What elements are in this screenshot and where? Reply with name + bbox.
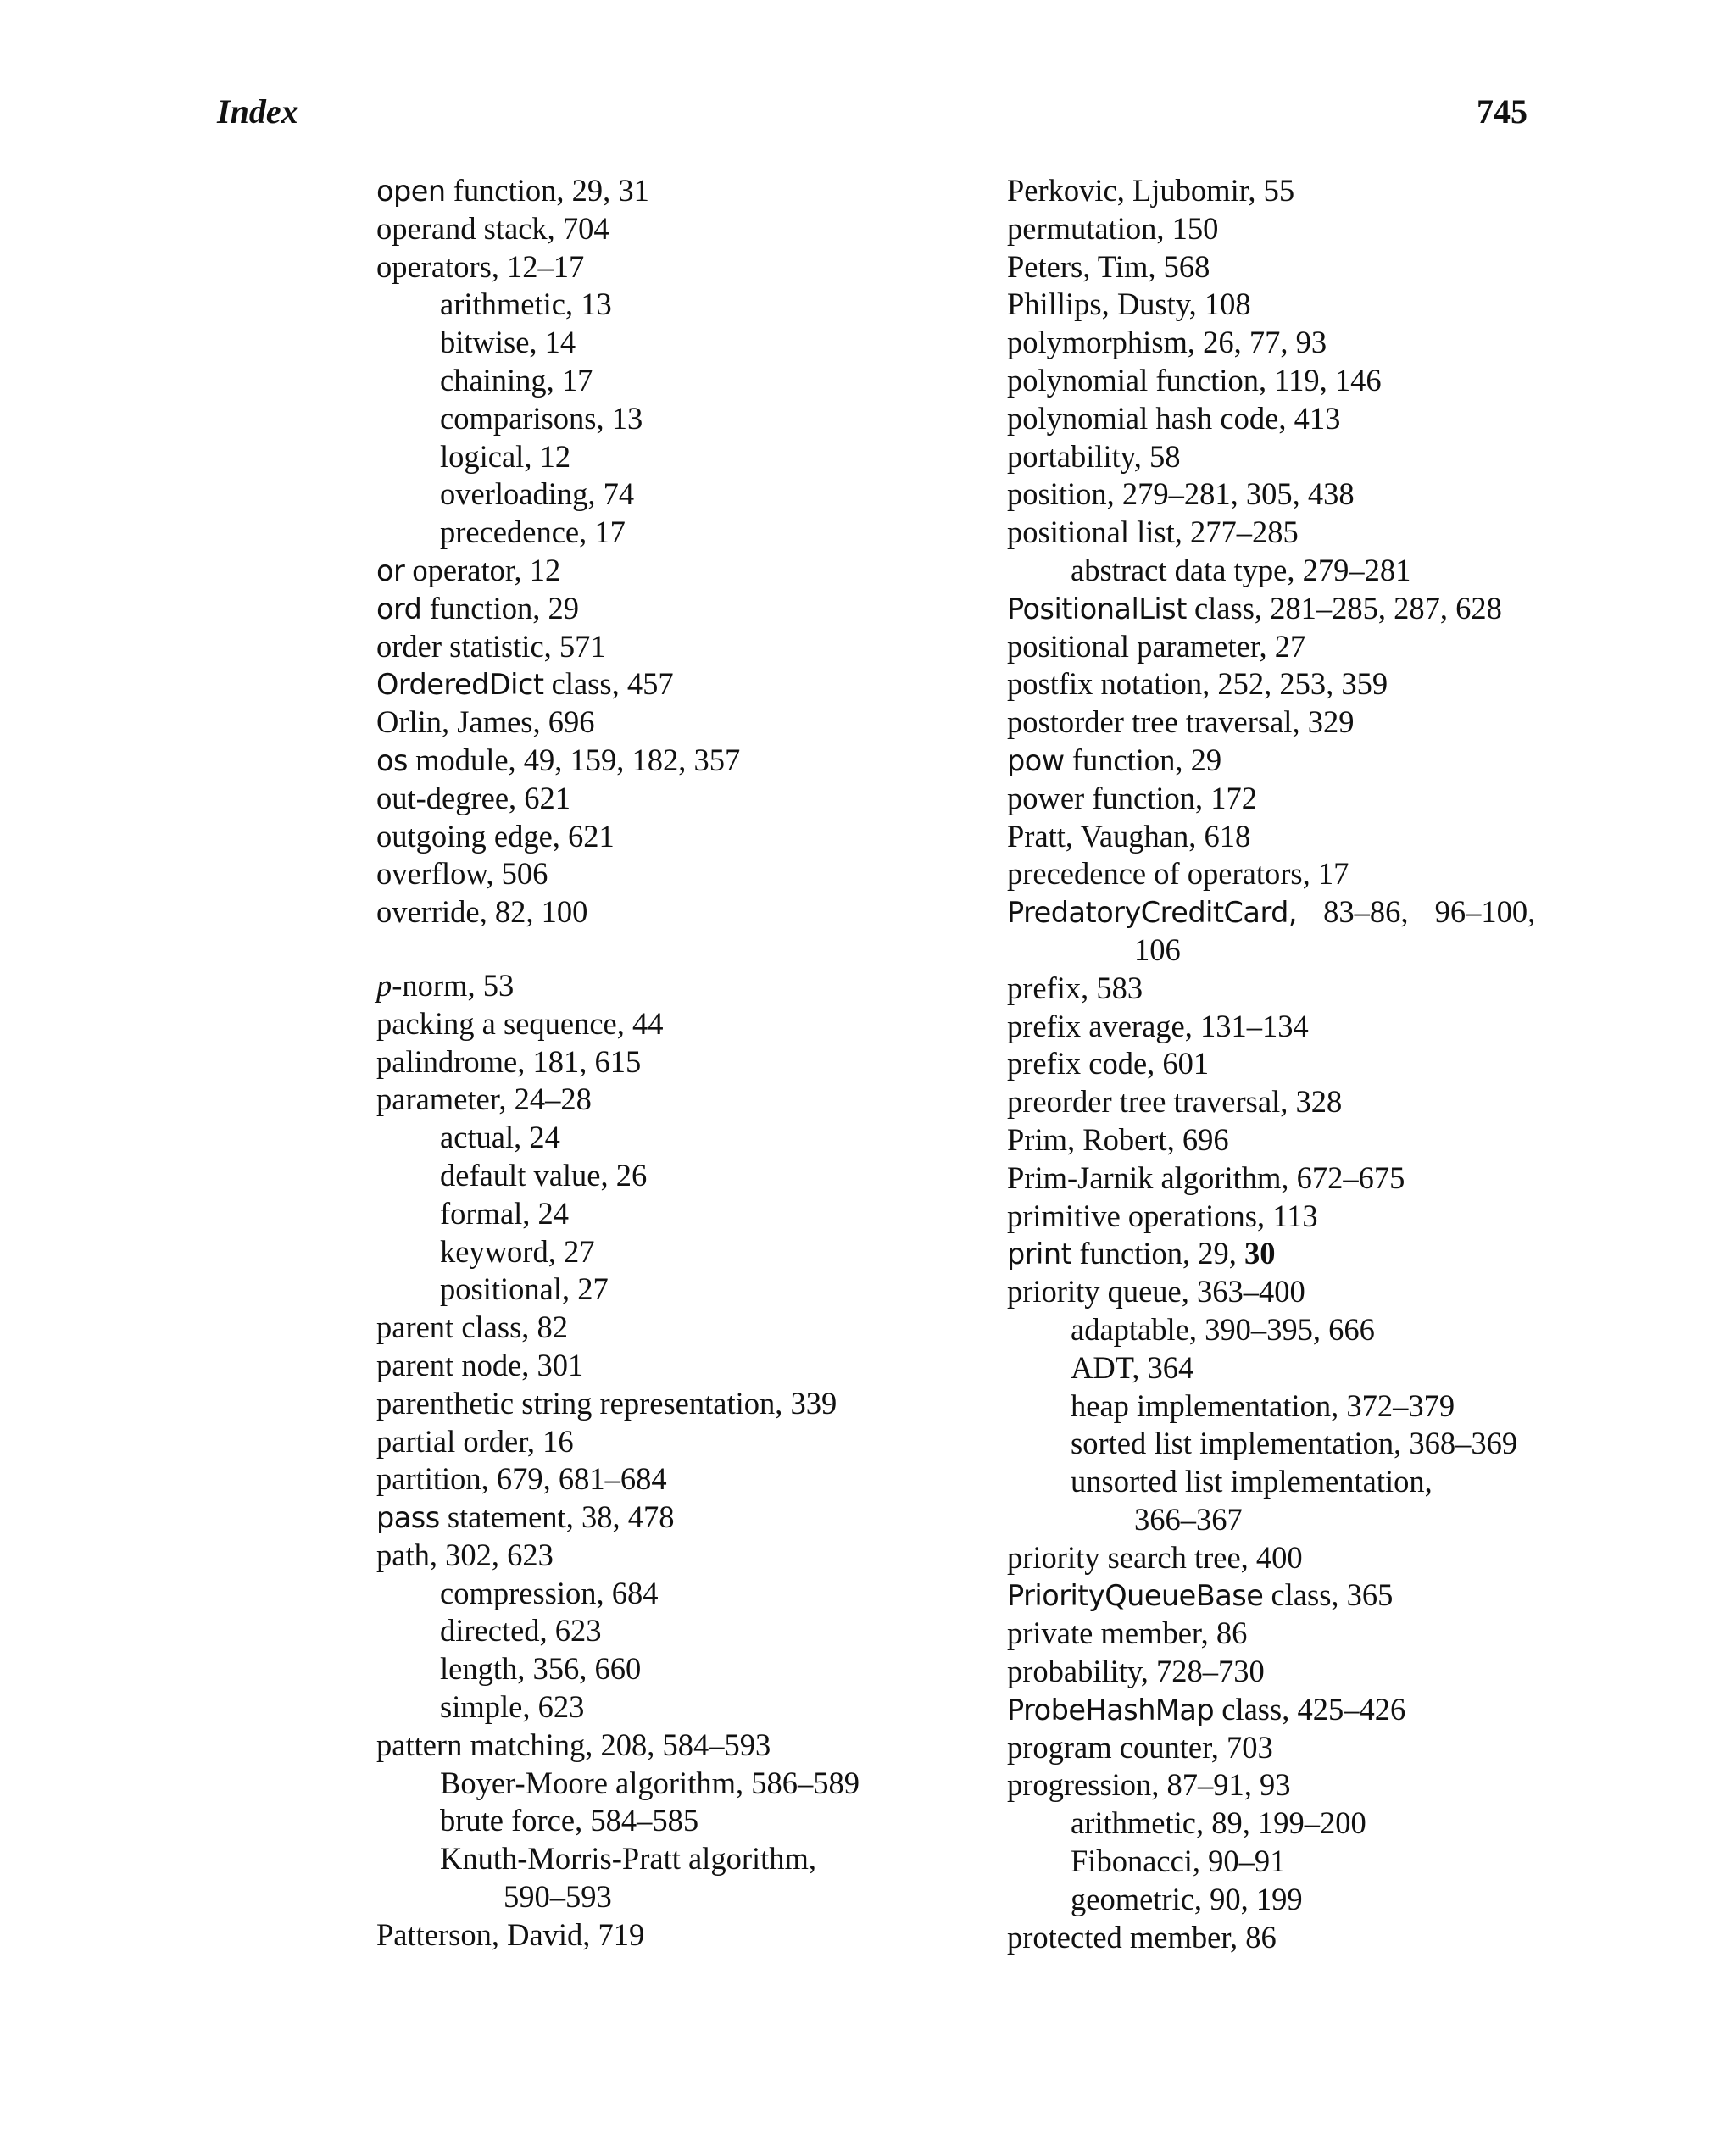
subentry-text: compression, 684: [440, 1575, 659, 1610]
entry-code-term: ord: [376, 592, 422, 626]
entry-text: partition, 679, 681–684: [376, 1461, 667, 1497]
index-entry: [376, 1081, 860, 1119]
index-entry: [376, 665, 860, 703]
subentry-text: actual, 24: [440, 1120, 560, 1155]
subentry-text: chaining, 17: [440, 362, 593, 398]
entry-code-term: open: [376, 175, 446, 208]
index-subentry: [376, 400, 860, 438]
subentry-text: length, 356, 660: [440, 1651, 642, 1687]
index-entry: [376, 893, 860, 931]
index-entry: [376, 1727, 860, 1765]
entry-text: function, 29: [1064, 742, 1222, 777]
index-entry: [376, 1537, 860, 1575]
index-entry: [1007, 1121, 1535, 1159]
index-subentry: [376, 1650, 860, 1688]
index-entry: [1007, 210, 1535, 248]
entry-text: order statistic, 571: [376, 628, 606, 664]
entry-text: Pratt, Vaughan, 618: [1007, 818, 1251, 854]
index-entry: [1007, 248, 1535, 286]
entry-text: function, 29, 31: [445, 173, 649, 208]
index-entry: [1007, 1273, 1535, 1311]
index-subentry: [376, 475, 860, 514]
index-entry: [376, 1347, 860, 1385]
page-number: 745: [1477, 92, 1527, 131]
index-subentry: [1007, 1463, 1535, 1501]
index-entry: [1007, 475, 1535, 514]
entry-text: precedence of operators, 17: [1007, 856, 1349, 892]
entry-text: outgoing edge, 621: [376, 818, 615, 854]
index-entry: [1007, 362, 1535, 400]
entry-code-term: pass: [376, 1501, 440, 1535]
subentry-text: keyword, 27: [440, 1233, 595, 1269]
index-entry: [1007, 780, 1535, 818]
subentry-text: Knuth-Morris-Pratt algorithm,: [440, 1841, 817, 1877]
index-entry: [1007, 400, 1535, 438]
entry-text: parenthetic string representation, 339: [376, 1385, 837, 1421]
subentry-text: simple, 623: [440, 1689, 585, 1725]
entry-text: priority queue, 363–400: [1007, 1274, 1305, 1310]
entry-text: pattern matching, 208, 584–593: [376, 1727, 771, 1762]
entry-text: path, 302, 623: [376, 1537, 554, 1572]
entry-text: override, 82, 100: [376, 894, 588, 930]
index-subentry: [376, 1612, 860, 1650]
index-subentry: [376, 438, 860, 476]
entry-text: program counter, 703: [1007, 1729, 1273, 1765]
entry-code-term: PositionalList: [1007, 592, 1187, 626]
index-subentry: [376, 1688, 860, 1727]
entry-text: partial order, 16: [376, 1423, 574, 1459]
entry-text: parameter, 24–28: [376, 1082, 592, 1117]
index-entry: [376, 1423, 860, 1461]
entry-text: 83–86, 96–100,: [1297, 894, 1536, 930]
subentry-text: ADT, 364: [1071, 1349, 1194, 1385]
index-subentry: [376, 324, 860, 362]
index-entry: [376, 780, 860, 818]
entry-text: class, 281–285, 287, 628: [1186, 590, 1502, 626]
index-column-right: [1007, 172, 1535, 1956]
entry-text: Orlin, James, 696: [376, 704, 595, 740]
index-entry: [1007, 855, 1535, 893]
entry-text: overflow, 506: [376, 856, 548, 892]
index-entry: [376, 248, 860, 286]
entry-text: power function, 172: [1007, 780, 1257, 815]
entry-text: parent class, 82: [376, 1310, 569, 1345]
subentry-text: brute force, 584–585: [440, 1803, 699, 1838]
index-entry: [1007, 1235, 1535, 1273]
page-title: Index: [217, 92, 298, 131]
entry-text: probability, 728–730: [1007, 1654, 1265, 1689]
entry-code-term: or: [376, 553, 405, 587]
entry-text: prefix average, 131–134: [1007, 1008, 1309, 1043]
subentry-text: geometric, 90, 199: [1071, 1881, 1303, 1916]
entry-text: operand stack, 704: [376, 210, 609, 246]
index-subentry: [1007, 1881, 1535, 1919]
index-entry: [1007, 514, 1535, 552]
subentry-text: heap implementation, 372–379: [1071, 1387, 1455, 1423]
entry-text: polymorphism, 26, 77, 93: [1007, 325, 1327, 360]
index-entry: [376, 1916, 860, 1955]
entry-text: prefix code, 601: [1007, 1046, 1210, 1082]
subentry-text: logical, 12: [440, 438, 571, 474]
index-subentry: [376, 1119, 860, 1157]
index-entry: [1007, 893, 1535, 931]
index-entry: [1007, 172, 1535, 210]
entry-text: class, 425–426: [1214, 1691, 1406, 1727]
entry-text: operators, 12–17: [376, 248, 585, 284]
entry-text: -norm, 53: [392, 967, 515, 1003]
entry-code-term: PredatoryCreditCard,: [1007, 896, 1298, 930]
entry-text: Prim-Jarnik algorithm, 672–675: [1007, 1159, 1405, 1195]
subentry-text: bitwise, 14: [440, 325, 576, 360]
index-entry: [1007, 1729, 1535, 1767]
subentry-text: abstract data type, 279–281: [1071, 552, 1411, 587]
index-entry: [376, 855, 860, 893]
index-continuation: [376, 1878, 860, 1916]
index-entry: [376, 1499, 860, 1537]
index-subentry: [376, 1840, 860, 1878]
index-entry: [376, 967, 860, 1005]
subentry-text: Fibonacci, 90–91: [1071, 1843, 1286, 1879]
entry-text: primitive operations, 113: [1007, 1198, 1318, 1233]
index-subentry: [1007, 1311, 1535, 1349]
entry-text: statement, 38, 478: [439, 1499, 675, 1535]
entry-text: packing a sequence, 44: [376, 1005, 664, 1041]
index-entry: [1007, 628, 1535, 666]
entry-code-term: print: [1007, 1237, 1072, 1271]
subentry-text: comparisons, 13: [440, 400, 643, 436]
subentry-text: arithmetic, 13: [440, 286, 612, 322]
entry-text: prefix, 583: [1007, 970, 1143, 1005]
entry-text: Perkovic, Ljubomir, 55: [1007, 173, 1295, 208]
index-entry: [1007, 286, 1535, 324]
index-entry: [376, 590, 860, 628]
entry-text: polynomial function, 119, 146: [1007, 362, 1382, 398]
entry-italic-term: p: [376, 967, 392, 1003]
index-entry: [1007, 1083, 1535, 1121]
index-entry: [1007, 1159, 1535, 1198]
index-subentry: [376, 1157, 860, 1195]
index-subentry: [1007, 1805, 1535, 1843]
entry-bold-page: 30: [1244, 1236, 1276, 1271]
index-subentry: [376, 362, 860, 400]
index-entry: [376, 1460, 860, 1499]
subentry-text: sorted list implementation, 368–369: [1071, 1426, 1518, 1461]
entry-text: module, 49, 159, 182, 357: [407, 742, 741, 777]
index-subentry: [1007, 1349, 1535, 1387]
index-entry: [1007, 324, 1535, 362]
index-entry: [376, 818, 860, 856]
index-continuation: [1007, 931, 1535, 970]
subentry-text: directed, 623: [440, 1613, 602, 1649]
index-entry: [1007, 970, 1535, 1008]
entry-text: protected member, 86: [1007, 1919, 1277, 1955]
entry-text: positional list, 277–285: [1007, 514, 1299, 550]
section-gap: [376, 931, 860, 967]
subentry-text: adaptable, 390–395, 666: [1071, 1311, 1375, 1347]
index-entry: [376, 742, 860, 780]
entry-code-term: os: [376, 743, 408, 777]
entry-text: postorder tree traversal, 329: [1007, 704, 1355, 740]
index-entry: [1007, 665, 1535, 703]
index-entry: [1007, 1919, 1535, 1957]
subentry-text: precedence, 17: [440, 514, 626, 550]
index-entry: [1007, 1045, 1535, 1083]
entry-text: Prim, Robert, 696: [1007, 1121, 1229, 1157]
index-entry: [1007, 1577, 1535, 1615]
index-entry: [1007, 1691, 1535, 1729]
entry-text: polynomial hash code, 413: [1007, 400, 1341, 436]
entry-text: class, 457: [543, 666, 674, 702]
index-entry: [1007, 1615, 1535, 1653]
subentry-text: formal, 24: [440, 1195, 570, 1231]
index-entry: [1007, 818, 1535, 856]
entry-text: palindrome, 181, 615: [376, 1043, 642, 1079]
entry-text: operator, 12: [404, 552, 561, 587]
index-subentry: [1007, 1425, 1535, 1463]
subentry-text: overloading, 74: [440, 476, 635, 512]
entry-text: portability, 58: [1007, 438, 1181, 474]
index-subentry: [376, 1802, 860, 1840]
entry-code-term: ProbeHashMap: [1007, 1693, 1215, 1727]
index-subentry: [376, 1271, 860, 1309]
entry-text: preorder tree traversal, 328: [1007, 1084, 1343, 1120]
entry-text: class, 365: [1263, 1577, 1394, 1613]
index-entry: [1007, 1198, 1535, 1236]
subentry-text: arithmetic, 89, 199–200: [1071, 1805, 1366, 1841]
index-entry: [1007, 1766, 1535, 1805]
index-entry: [1007, 1539, 1535, 1577]
index-entry: [1007, 742, 1535, 780]
index-entry: [376, 1043, 860, 1082]
index-entry: [376, 1309, 860, 1347]
index-subentry: [376, 286, 860, 324]
entry-text: Phillips, Dusty, 108: [1007, 286, 1251, 322]
entry-text: progression, 87–91, 93: [1007, 1767, 1291, 1803]
index-subentry: [376, 1195, 860, 1233]
entry-text: permutation, 150: [1007, 210, 1219, 246]
entry-text: function, 29: [421, 590, 579, 626]
subentry-text: default value, 26: [440, 1157, 648, 1193]
index-entry: [1007, 1653, 1535, 1691]
entry-text: position, 279–281, 305, 438: [1007, 476, 1355, 512]
index-continuation: [1007, 1501, 1535, 1539]
index-entry: [376, 703, 860, 742]
continuation-text: 590–593: [504, 1879, 612, 1915]
entry-text: Peters, Tim, 568: [1007, 248, 1210, 284]
index-subentry: [376, 1575, 860, 1613]
subentry-text: positional, 27: [440, 1271, 609, 1307]
entry-text: parent node, 301: [376, 1347, 584, 1382]
entry-code-term: PriorityQueueBase: [1007, 1579, 1264, 1613]
index-entry: [376, 1005, 860, 1043]
entry-text: Patterson, David, 719: [376, 1916, 645, 1952]
continuation-text: 366–367: [1134, 1501, 1243, 1537]
index-entry: [1007, 703, 1535, 742]
index-entry: [376, 210, 860, 248]
entry-text: function, 29,: [1071, 1236, 1244, 1271]
index-subentry: [1007, 1843, 1535, 1881]
index-subentry: [1007, 1387, 1535, 1426]
entry-text: priority search tree, 400: [1007, 1539, 1303, 1575]
index-subentry: [376, 514, 860, 552]
index-column-left: [376, 172, 860, 1955]
index-subentry: [376, 1233, 860, 1271]
continuation-text: 106: [1134, 931, 1181, 967]
index-entry: [1007, 590, 1535, 628]
index-entry: [376, 172, 860, 210]
entry-text: postfix notation, 252, 253, 359: [1007, 666, 1388, 702]
index-entry: [376, 552, 860, 590]
index-entry: [376, 1385, 860, 1423]
entry-text: private member, 86: [1007, 1615, 1248, 1651]
index-subentry: [376, 1765, 860, 1803]
entry-text: positional parameter, 27: [1007, 628, 1306, 664]
entry-code-term: pow: [1007, 743, 1065, 777]
index-subentry: [1007, 552, 1535, 590]
subentry-text: unsorted list implementation,: [1071, 1464, 1433, 1499]
index-entry: [376, 628, 860, 666]
entry-text: out-degree, 621: [376, 780, 571, 815]
index-entry: [1007, 438, 1535, 476]
subentry-text: Boyer-Moore algorithm, 586–589: [440, 1765, 860, 1800]
entry-code-term: OrderedDict: [376, 668, 544, 702]
index-entry: [1007, 1008, 1535, 1046]
